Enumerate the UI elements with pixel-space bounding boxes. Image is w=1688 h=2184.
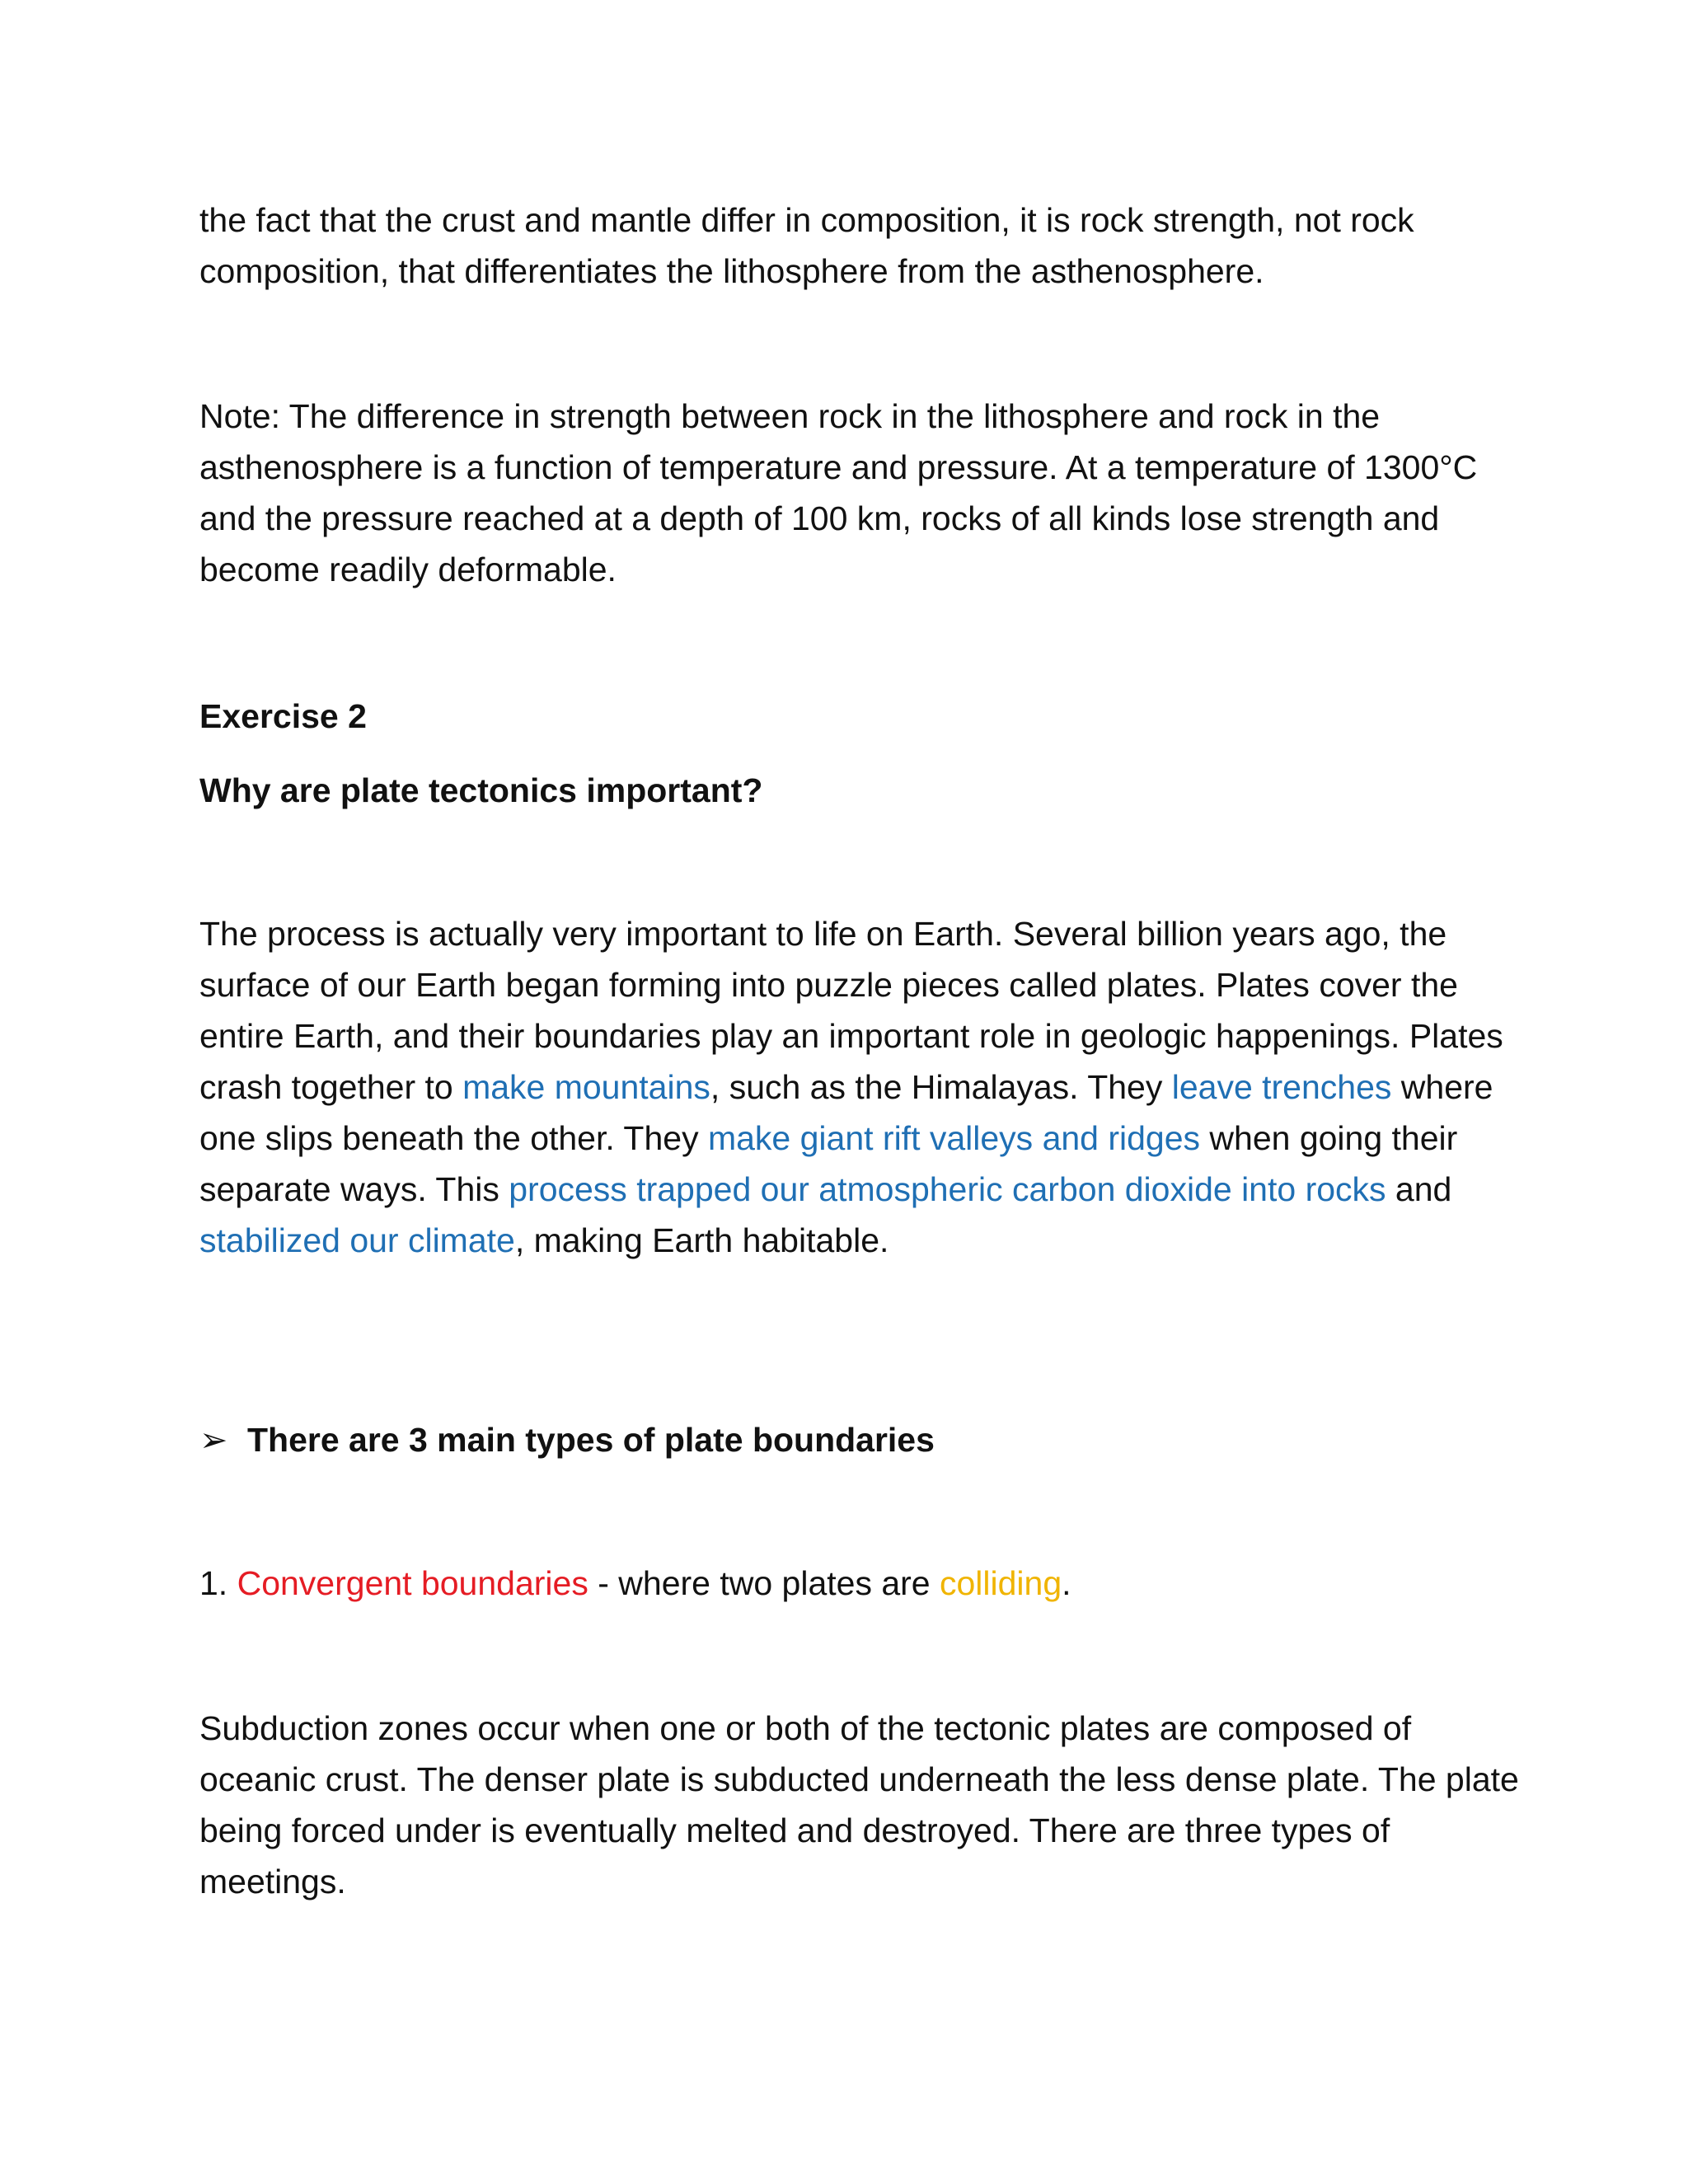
- leave-trenches-link[interactable]: leave trenches: [1171, 1068, 1392, 1106]
- boundaries-heading: [199, 1414, 1535, 1465]
- importance-text-4: when going their separate ways. This: [199, 1119, 1458, 1208]
- convergent-term: Convergent boundaries: [237, 1564, 588, 1602]
- rift-valleys-link[interactable]: make giant rift valleys and ridges: [707, 1119, 1201, 1157]
- colliding-highlight: colliding: [939, 1564, 1062, 1602]
- importance-text-3: where one slips beneath the other. They: [199, 1068, 1493, 1157]
- convergent-description: - where two plates are: [588, 1564, 940, 1602]
- exercise-question: Why are plate tectonics important?: [199, 771, 763, 809]
- arrow-bullet-icon: ➢: [199, 1421, 228, 1459]
- boundaries-heading-text: There are 3 main types of plate boundaries: [247, 1421, 935, 1459]
- note-paragraph: Note: The difference in strength between rock in the lithosphere and rock in the asthenosphere is a function of temperature and pressure. At a temperature of 1300°C and the pressure reached at a depth of 100 km, rocks of all kinds lose strength and become readily deformable.: [199, 397, 1478, 588]
- importance-text-5: and: [1386, 1170, 1452, 1208]
- importance-paragraph: [199, 908, 1535, 1266]
- importance-text-1: The process is actually very important to life on Earth. Several billion years ago, the surface of our Earth began forming into puzzle pieces called plates. Plates cover the entire Earth, and their boundaries play an important role in geologic happenings. Plates crash together to: [199, 915, 1503, 1106]
- intro-paragraph: the fact that the crust and mantle differ in composition, it is rock strength, not rock composition, that differentiates the lithosphere from the asthenosphere.: [199, 201, 1414, 290]
- subduction-paragraph: Subduction zones occur when one or both of the tectonic plates are composed of oceanic crust. The denser plate is subducted underneath the less dense plate. The plate being forced under is eventually melted and destroyed. There are three types of meetings.: [199, 1709, 1519, 1900]
- convergent-number: 1.: [199, 1564, 237, 1602]
- make-mountains-link[interactable]: make mountains: [462, 1068, 710, 1106]
- convergent-end: .: [1062, 1564, 1071, 1602]
- importance-text-2: , such as the Himalayas. They: [710, 1068, 1172, 1106]
- importance-text-6: , making Earth habitable.: [514, 1221, 889, 1259]
- carbon-dioxide-link[interactable]: process trapped our atmospheric carbon dioxide into rocks: [509, 1170, 1386, 1208]
- exercise-heading: Exercise 2: [199, 697, 367, 735]
- stabilized-climate-link[interactable]: stabilized our climate: [199, 1221, 515, 1259]
- convergent-item: [199, 1558, 1535, 1609]
